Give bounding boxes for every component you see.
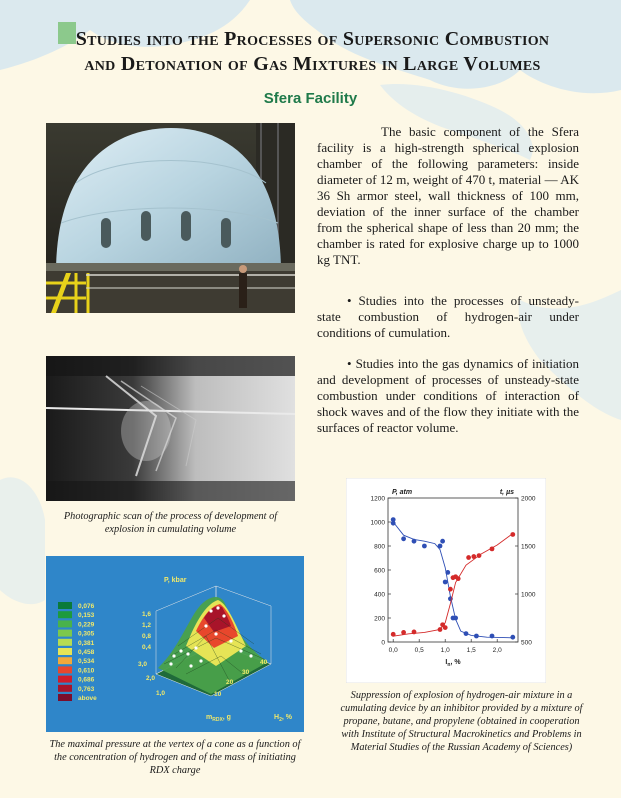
y-axis-label: $H_2$, % <box>274 714 292 723</box>
left-tick-label: 1200 <box>370 495 385 503</box>
surface-legend <box>58 602 97 702</box>
page-title <box>40 27 585 77</box>
series-0-point <box>438 544 443 549</box>
paragraph-description: The basic component of the Sfera facility is a high-strength spherical explosion chamber of the following parameters: inside diameter of 12 m, weight of 470 t, material — AK 36 Sh armor steel, wall thickness of 100 mm, deviation of the inner surface of the chamber from the spherical shape of less than 20 mm; the chamber is rated for explosive charge up to 1000 kg TNT. <box>317 124 579 267</box>
y-tick-label: 20 <box>226 679 234 686</box>
caption-explosion-scan: Photographic scan of the process of development of explosion in cumulating volume <box>63 511 278 535</box>
inhibitor-chart <box>346 478 546 683</box>
x-tick-label: 0,0 <box>388 647 398 654</box>
series-0-point <box>474 634 479 639</box>
right-axis-label: t, µs <box>499 489 514 496</box>
left-tick-label: 400 <box>374 591 385 599</box>
caption-surface-plot: The maximal pressure at the vertex of a cone as a function of the concentration of hydrogen and of the mass of initiating RDX charge <box>49 739 301 776</box>
right-tick-label: 1500 <box>521 543 536 551</box>
series-0-point <box>440 539 445 544</box>
series-1-point <box>412 630 417 635</box>
series-1-point <box>456 576 461 581</box>
y-tick-label: 40 <box>260 659 268 666</box>
series-0-point <box>453 616 458 621</box>
legend-label: 0,686 <box>78 676 95 684</box>
legend-swatch <box>58 694 72 701</box>
legend-swatch <box>58 630 72 637</box>
series-0-point <box>443 580 448 585</box>
legend-swatch <box>58 611 72 618</box>
legend-label: 0,381 <box>78 639 95 647</box>
legend-swatch <box>58 639 72 646</box>
legend-label: 0,458 <box>78 649 95 656</box>
series-1-point <box>391 632 396 637</box>
legend-swatch <box>58 676 72 683</box>
legend-label: above <box>78 695 97 702</box>
left-tick-label: 600 <box>374 567 385 575</box>
z-tick-label: 1,6 <box>142 611 152 618</box>
series-1-point <box>477 553 482 558</box>
section-subtitle: Sfera Facility <box>263 90 358 107</box>
legend-swatch <box>58 657 72 664</box>
y-tick-label: 10 <box>214 691 222 698</box>
series-0-point <box>391 521 396 526</box>
legend-label: 0,076 <box>78 603 95 610</box>
y-tick-label: 30 <box>242 669 250 676</box>
left-tick-label: 200 <box>374 615 385 623</box>
series-0-point <box>445 570 450 575</box>
x-axis-label: $I_n$, % <box>445 659 461 668</box>
left-axis-label: P, atm <box>392 489 413 496</box>
z-tick-label: 1,2 <box>142 622 152 629</box>
left-tick-label: 800 <box>374 543 385 551</box>
series-0-point <box>464 631 469 636</box>
bullet-hydrogen-combustion: • Studies into the processes of unsteady-state combustion of hydrogen-air under conditions of cumulation. <box>317 293 579 340</box>
x-tick-label: 1,0 <box>440 647 450 654</box>
left-tick-label: 0 <box>381 639 385 647</box>
title-line-2: and Detonation of Gas Mixtures in Large Volumes <box>84 53 541 75</box>
legend-label: 0,305 <box>78 630 95 638</box>
series-0-point <box>401 536 406 541</box>
pressure-surface-plot <box>46 556 304 732</box>
series-1-point <box>401 630 406 635</box>
legend-swatch <box>58 685 72 692</box>
series-1-point <box>471 554 476 559</box>
legend-swatch <box>58 620 72 627</box>
right-tick-label: 2000 <box>521 495 536 503</box>
series-1-point <box>466 555 471 560</box>
right-tick-label: 1000 <box>521 591 536 599</box>
caption-chart: Suppression of explosion of hydrogen-air mixture in a cumulating device by an inhibitor provided by a mixture of propane, butane, and propylene (obtained in cooperation with Institute of Structural Macrokinetics and Problems in Material Studies of the Russian Academy of Sciences) <box>340 690 583 753</box>
z-tick-label: 0,8 <box>142 633 152 640</box>
x-tick-label: 1,5 <box>466 647 476 654</box>
x-axis-label: $m_{RDX}$, g <box>206 714 231 723</box>
series-1-point <box>438 627 443 632</box>
legend-label: 0,534 <box>78 658 95 666</box>
legend-swatch <box>58 602 72 609</box>
left-tick-label: 1000 <box>370 519 385 527</box>
x-tick-label: 0,5 <box>414 647 424 654</box>
title-line-1: Studies into the Processes of Supersonic Combustion <box>75 28 550 50</box>
series-1-point <box>490 546 495 551</box>
z-tick-label: 0,4 <box>142 644 152 651</box>
x-tick-label: 2,0 <box>492 647 502 654</box>
right-tick-label: 500 <box>521 639 532 647</box>
z-axis-label: P, kbar <box>164 577 187 584</box>
series-1-point <box>443 625 448 630</box>
explosion-scan-photo <box>46 356 295 501</box>
legend-label: 0,153 <box>78 612 95 620</box>
legend-label: 0,610 <box>78 667 95 675</box>
bullet-gas-dynamics: • Studies into the gas dynamics of initiation and development of processes of unsteady-state combustion under conditions of interaction of shock waves and of the flow they initiate with the surfaces of reactor volume. <box>317 356 579 435</box>
series-0-point <box>412 539 417 544</box>
legend-swatch <box>58 648 72 655</box>
legend-label: 0,229 <box>78 621 95 629</box>
legend-label: 0,763 <box>78 685 95 693</box>
series-0-point <box>422 544 427 549</box>
x-tick-label: 2,0 <box>146 675 156 682</box>
x-tick-label: 3,0 <box>138 661 148 668</box>
legend-swatch <box>58 666 72 673</box>
series-0-point <box>510 635 515 640</box>
x-tick-label: 1,0 <box>156 690 166 697</box>
series-1-point <box>448 587 453 592</box>
series-1-point <box>510 532 515 537</box>
sfera-chamber-photo <box>46 123 295 313</box>
series-0-point <box>490 634 495 639</box>
